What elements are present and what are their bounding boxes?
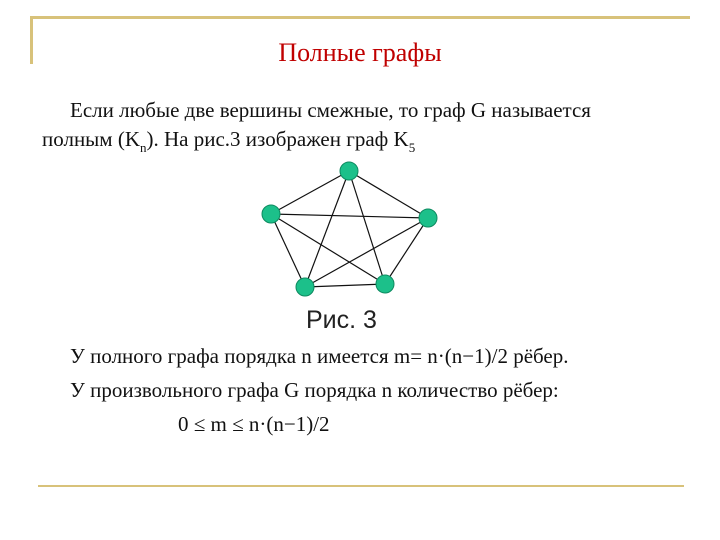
graph-edge [305,218,428,287]
graph-edge [385,218,428,284]
edge-count-inequality: 0 ≤ m ≤ n·(n−1)/2 [178,412,330,436]
graph-vertex [340,162,358,180]
line2-before: полным (K [42,127,140,151]
graph-vertex [296,278,314,296]
graph-edge [305,284,385,287]
graph-edge [271,171,349,214]
subscript-n: n [140,140,147,155]
figure-caption: Рис. 3 [306,306,377,334]
line2-mid: ). На рис.3 изображен граф K [146,127,409,151]
graph-edge [271,214,428,218]
subscript-5: 5 [408,140,416,155]
slide-title: Полные графы [278,38,442,67]
graph-edge [305,171,349,287]
complete-graph-edge-count: У полного графа порядка n имеется m= n·(n−1)/2 рёбер. [70,344,569,368]
definition-line-1: Если любые две вершины смежные, то граф G называется [70,98,591,122]
graph-edge [349,171,385,284]
graph-vertex [262,205,280,223]
graph-vertex [419,209,437,227]
graph-vertex [376,275,394,293]
arbitrary-graph-edge-count: У произвольного графа G порядка n количество рёбер: [70,378,559,402]
graph-edge [349,171,428,218]
